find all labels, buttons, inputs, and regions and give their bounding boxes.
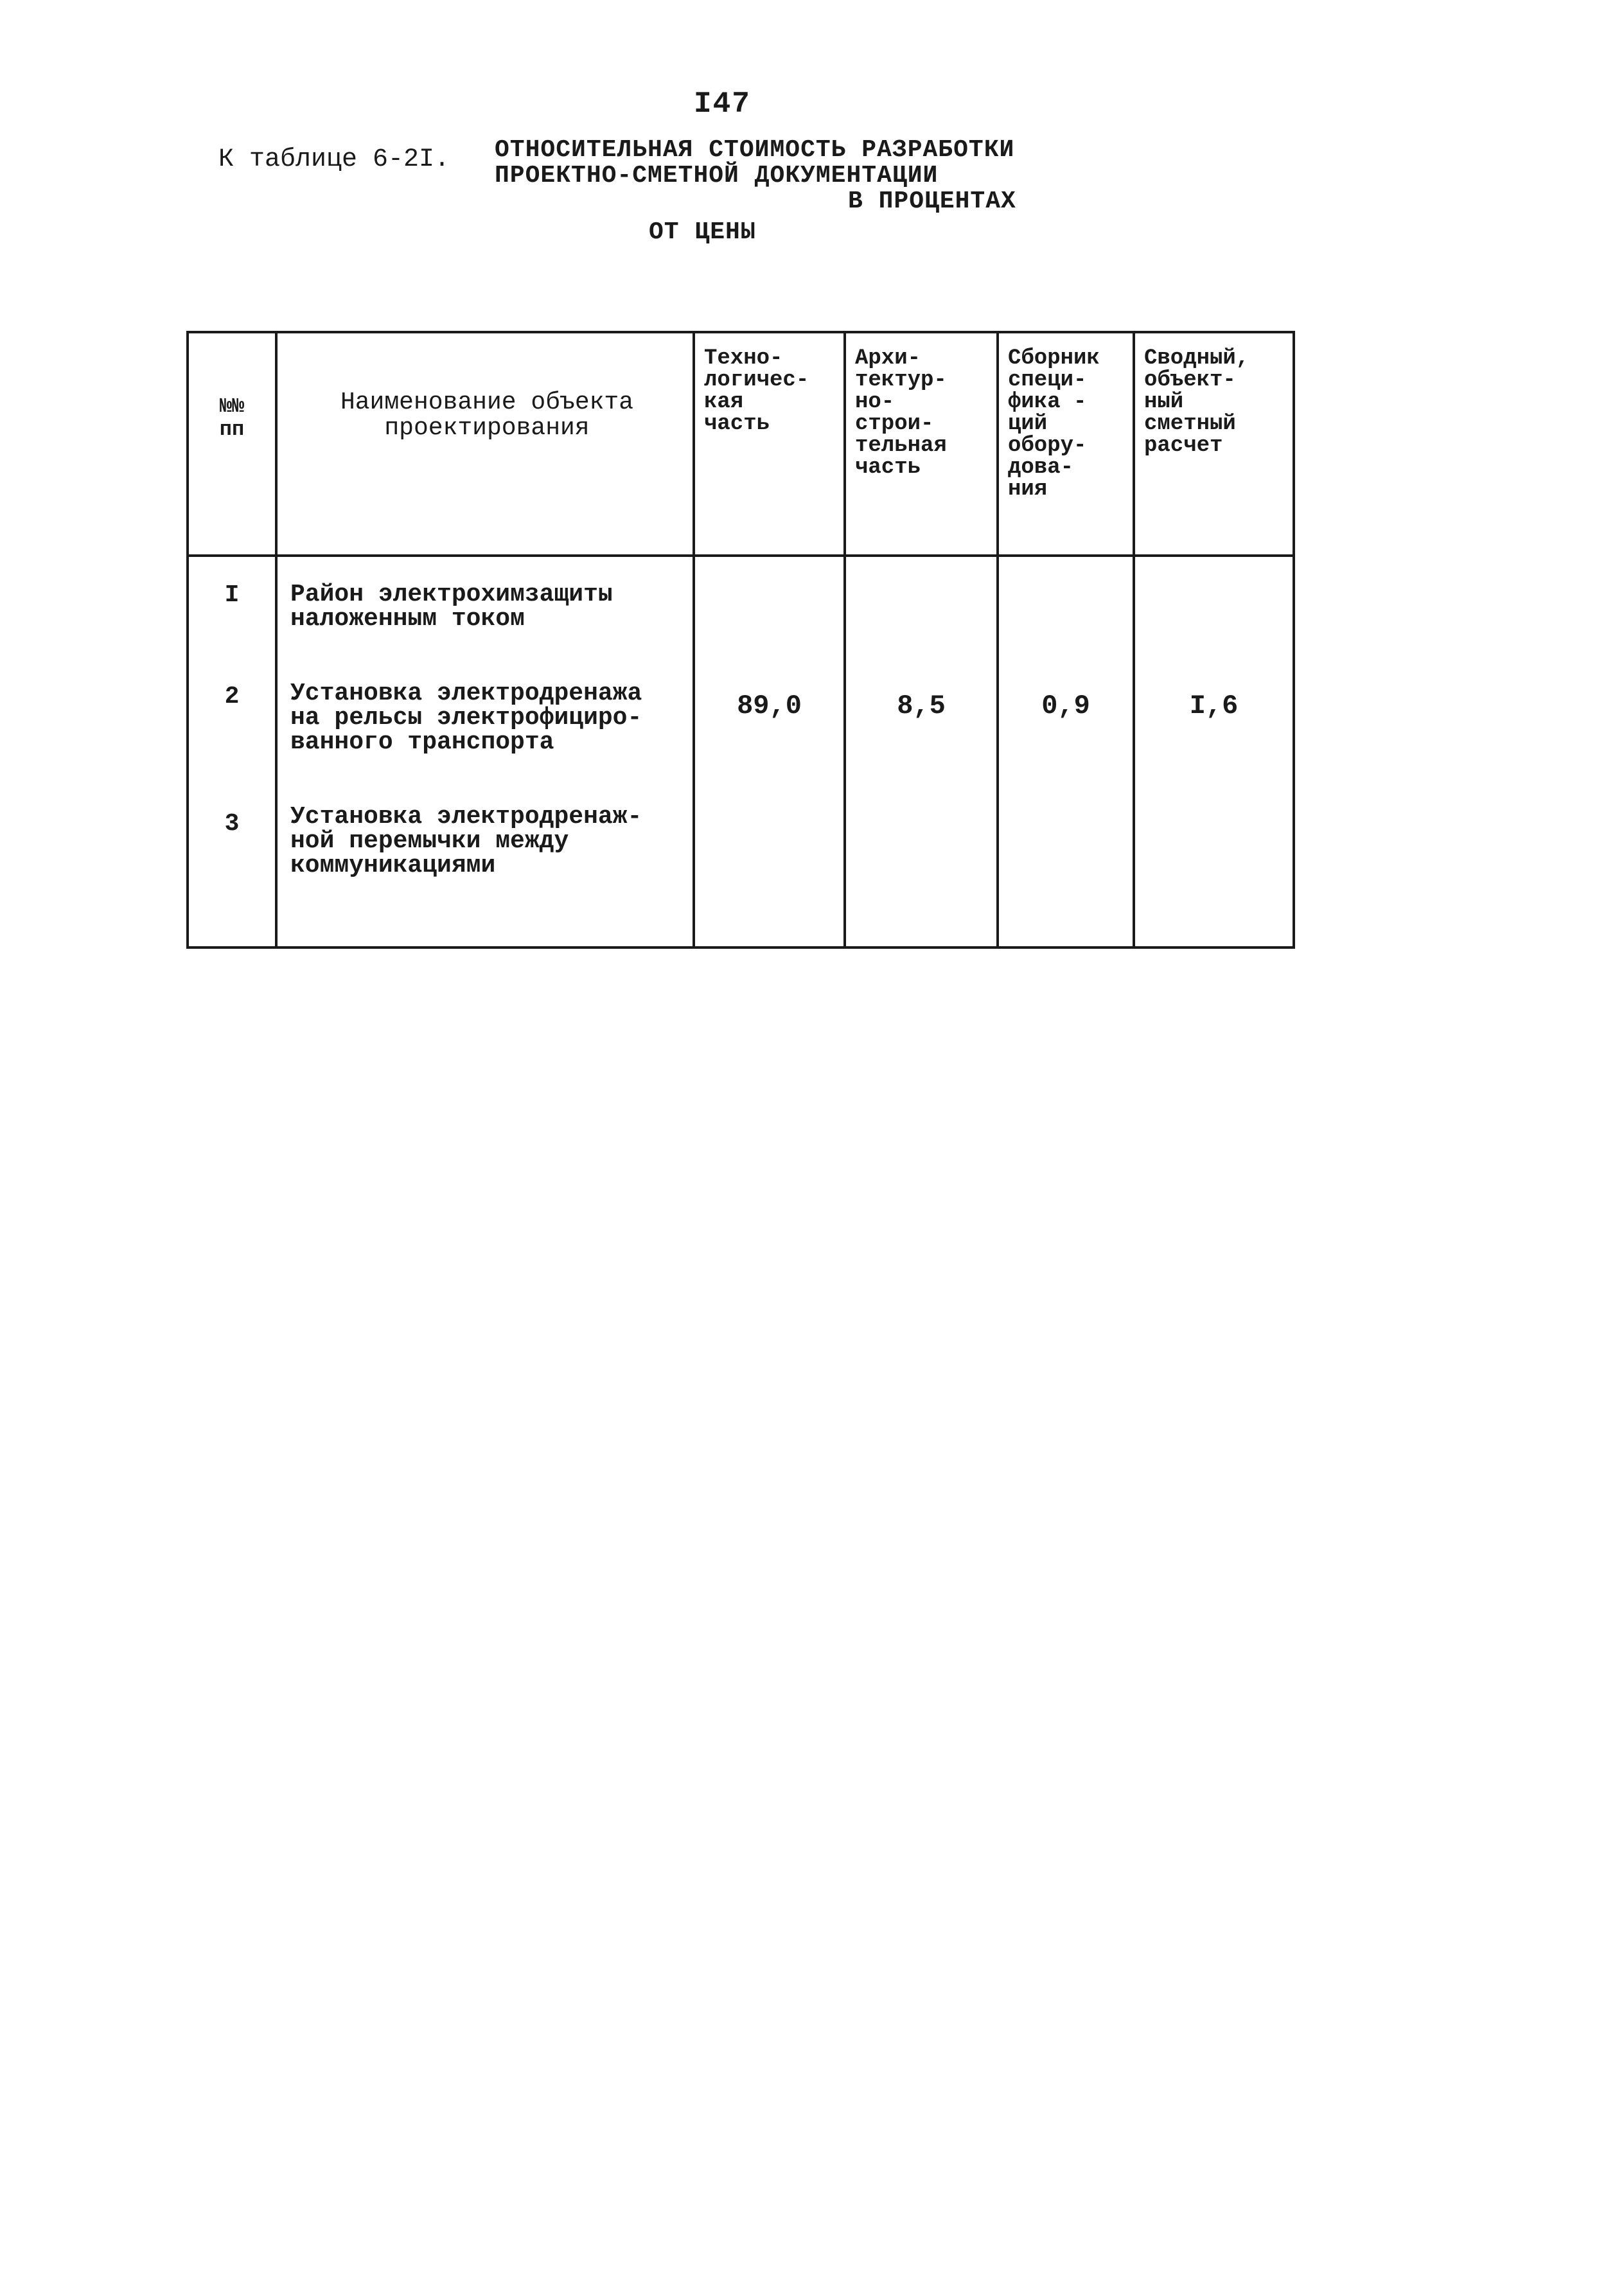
header-cell-number <box>188 332 276 556</box>
header-equipment-specs: Сборник специ- фика - ций обору- дова- ния <box>1008 346 1100 502</box>
header-summary-estimate: Сводный, объект- ный сметный расчет <box>1144 346 1249 458</box>
value-summary: I,6 <box>1189 691 1239 721</box>
title-line-2: ПРОЕКТНО-СМЕТНОЙ ДОКУМЕНТАЦИИ <box>495 162 939 190</box>
row-number-2: 2 <box>224 683 240 710</box>
title-line-3: В ПРОЦЕНТАХ <box>848 188 1016 215</box>
table-header-row <box>188 332 1294 556</box>
table-title <box>495 137 1016 215</box>
header-cell-spec <box>998 332 1134 556</box>
header-cell-name <box>276 332 694 556</box>
row-name-1: Район электрохимзащиты наложенным током <box>290 581 613 633</box>
cost-table <box>186 331 1295 949</box>
value-cell-tech <box>694 556 845 948</box>
title-subline: ОТ ЦЕНЫ <box>649 218 756 246</box>
header-cell-arch <box>845 332 998 556</box>
table-reference: К таблице 6-2I. <box>218 145 450 174</box>
value-specifications: 0,9 <box>1041 691 1090 721</box>
value-cell-summary <box>1134 556 1294 948</box>
row-numbers-cell <box>188 556 276 948</box>
row-number-3: 3 <box>224 810 240 838</box>
title-line-1: ОТНОСИТЕЛЬНАЯ СТОИМОСТЬ РАЗРАБОТКИ <box>495 136 1015 164</box>
value-architectural: 8,5 <box>897 691 946 721</box>
header-architectural-part: Архи- тектур- но- строи- тельная часть <box>855 346 947 480</box>
table-row <box>188 556 1294 948</box>
value-cell-spec <box>998 556 1134 948</box>
row-names-cell <box>276 556 694 948</box>
page-number: I47 <box>694 87 751 121</box>
row-name-3: Установка электродренаж- ной перемычки между коммуникациями <box>290 803 642 879</box>
header-cell-summary <box>1134 332 1294 556</box>
row-name-2: Установка электродренажа на рельсы электрофициро- ванного транспорта <box>290 680 642 756</box>
value-technological: 89,0 <box>737 691 802 721</box>
header-number: №№ пп <box>219 394 245 441</box>
header-technological-part: Техно- логичес- кая часть <box>704 346 809 436</box>
value-cell-arch <box>845 556 998 948</box>
header-object-name: Наименование объекта проектирования <box>340 389 634 442</box>
row-number-1: I <box>224 581 240 609</box>
header-cell-tech <box>694 332 845 556</box>
